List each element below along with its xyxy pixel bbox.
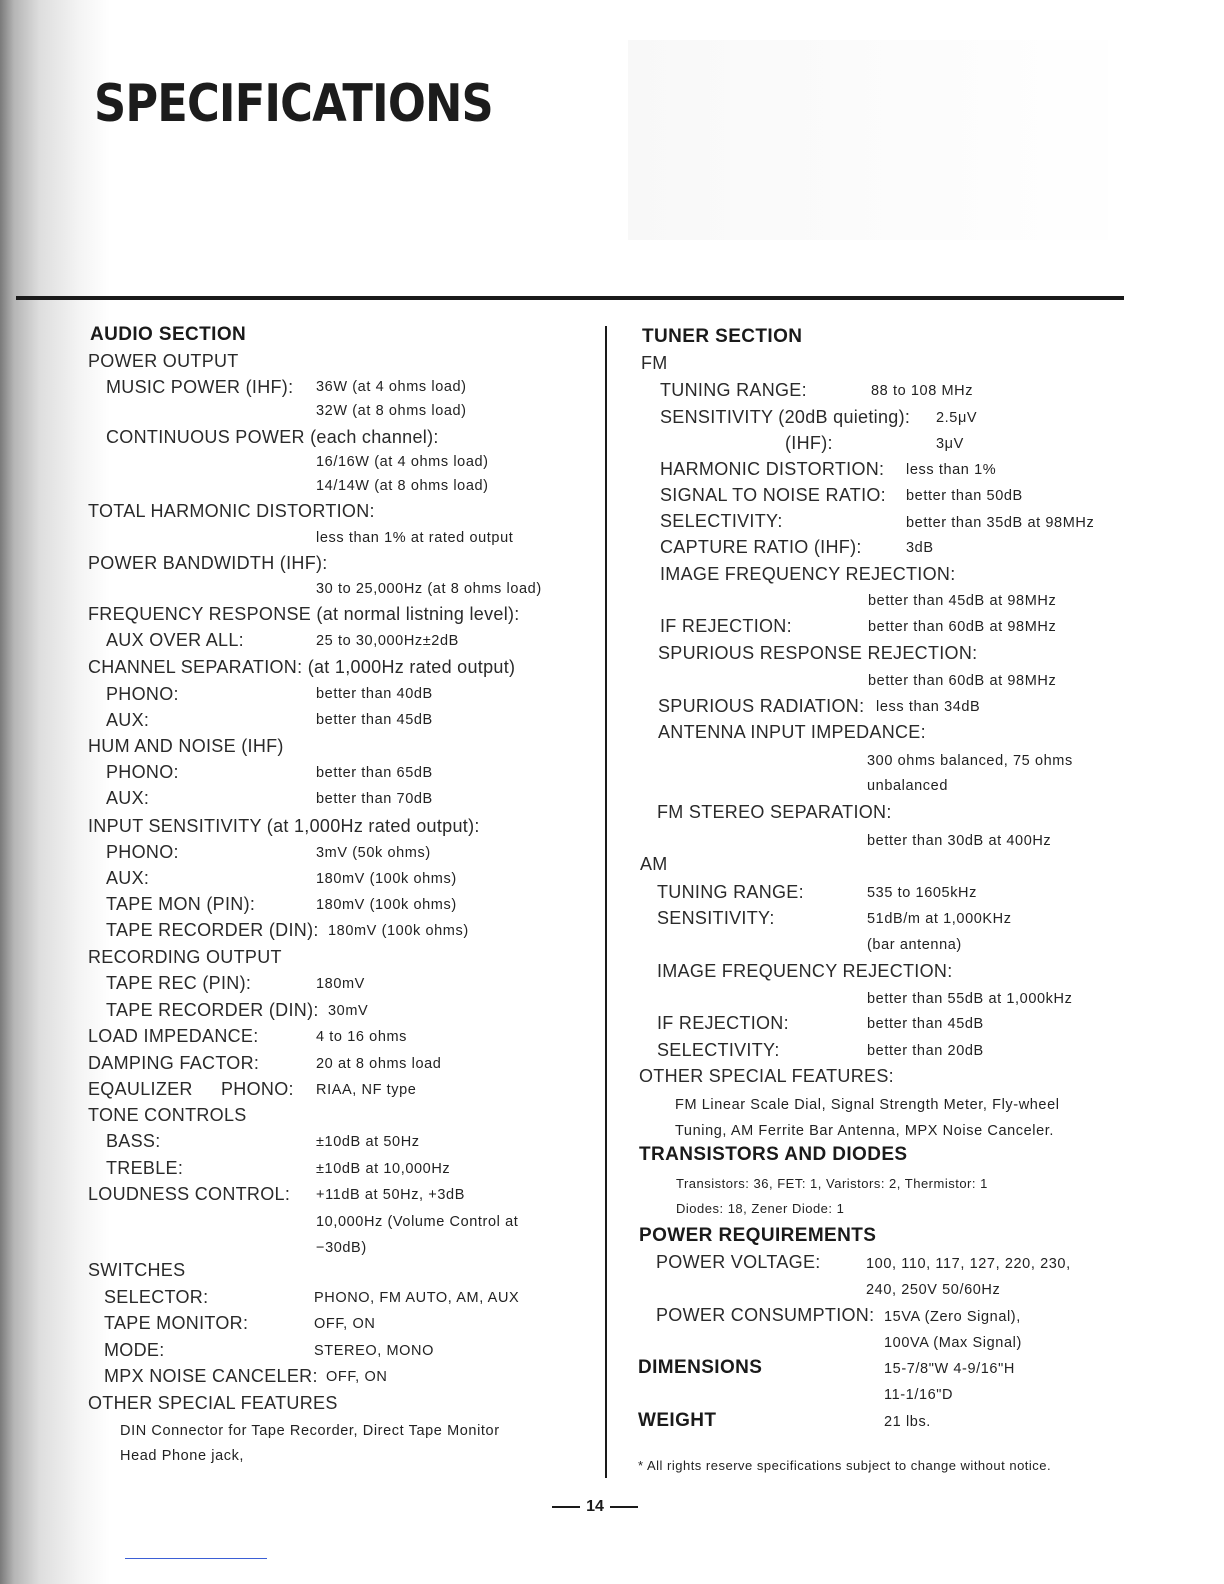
thd-label: TOTAL HARMONIC DISTORTION: (88, 501, 375, 521)
fm-harmonic-distortion-value: less than 1% (906, 462, 997, 478)
fm-tuning-range-value: 88 to 108 MHz (871, 383, 974, 399)
power-bandwidth-value: 30 to 25,000Hz (at 8 ohms load) (316, 581, 542, 597)
am-image-rejection-value: better than 55dB at 1,000kHz (867, 991, 1073, 1007)
scan-artifact-line (125, 1558, 267, 1559)
fm-selectivity-label: SELECTIVITY: (660, 511, 783, 531)
fm-snr-label: SIGNAL TO NOISE RATIO: (660, 485, 886, 505)
input-aux-value: 180mV (100k ohms) (316, 871, 457, 887)
tuner-other-features-text: Tuning, AM Ferrite Bar Antenna, MPX Noise Canceler. (675, 1123, 1055, 1139)
fm-selectivity-value: better than 35dB at 98MHz (906, 515, 1095, 531)
audio-section-heading: AUDIO SECTION (90, 324, 247, 345)
bass-value: ±10dB at 50Hz (316, 1134, 420, 1150)
tape-recorder-din-value: 30mV (328, 1003, 369, 1019)
hum-aux-label: AUX: (106, 788, 150, 808)
input-phono-label: PHONO: (106, 842, 179, 862)
am-sensitivity-label: SENSITIVITY: (657, 908, 775, 928)
fm-antenna-impedance-label: ANTENNA INPUT IMPEDANCE: (658, 722, 926, 742)
separation-phono-label: PHONO: (106, 684, 179, 704)
music-power-value: 32W (at 8 ohms load) (316, 403, 467, 419)
music-power-value: 36W (at 4 ohms load) (316, 379, 467, 395)
input-tape-recorder-value: 180mV (100k ohms) (328, 923, 469, 939)
music-power-label: MUSIC POWER (IHF): (106, 377, 294, 397)
fm-snr-value: better than 50dB (906, 488, 1023, 504)
load-impedance-value: 4 to 16 ohms (316, 1029, 408, 1045)
power-consumption-label: POWER CONSUMPTION: (656, 1305, 875, 1325)
input-sensitivity-label: INPUT SENSITIVITY (at 1,000Hz rated output): (88, 816, 480, 836)
fm-sensitivity-label: SENSITIVITY (20dB quieting): (660, 407, 911, 427)
separation-aux-value: better than 45dB (316, 712, 433, 728)
audio-other-features-text: DIN Connector for Tape Recorder, Direct Tape Monitor (120, 1423, 500, 1439)
hum-phono-label: PHONO: (106, 762, 179, 782)
fm-if-rejection-label: IF REJECTION: (660, 616, 792, 636)
fm-antenna-impedance-value: unbalanced (867, 778, 948, 794)
recording-output-label: RECORDING OUTPUT (88, 947, 282, 967)
audio-other-features-label: OTHER SPECIAL FEATURES (88, 1393, 338, 1413)
am-if-rejection-value: better than 45dB (867, 1016, 984, 1032)
dimensions-heading: DIMENSIONS (638, 1357, 763, 1378)
damping-factor-label: DAMPING FACTOR: (88, 1053, 260, 1073)
fm-stereo-separation-value: better than 30dB at 400Hz (867, 833, 1052, 849)
tape-rec-pin-value: 180mV (316, 976, 365, 992)
fm-sensitivity-ihf-label: (IHF): (785, 433, 833, 453)
fm-spurious-rejection-value: better than 60dB at 98MHz (868, 673, 1057, 689)
am-label: AM (640, 854, 668, 874)
selector-label: SELECTOR: (104, 1287, 209, 1307)
load-impedance-label: LOAD IMPEDANCE: (88, 1026, 259, 1046)
equalizer-value: RIAA, NF type (316, 1082, 417, 1098)
continuous-power-label: CONTINUOUS POWER (each channel): (106, 427, 439, 447)
fm-image-rejection-label: IMAGE FREQUENCY REJECTION: (660, 564, 956, 584)
weight-value: 21 lbs. (884, 1414, 931, 1430)
mode-value: STEREO, MONO (314, 1343, 434, 1359)
bass-label: BASS: (106, 1131, 161, 1151)
am-sensitivity-value: 51dB/m at 1,000KHz (867, 911, 1012, 927)
page-number (540, 1496, 650, 1518)
fm-capture-ratio-label: CAPTURE RATIO (IHF): (660, 537, 862, 557)
switches-label: SWITCHES (88, 1260, 186, 1280)
tone-controls-label: TONE CONTROLS (88, 1105, 247, 1125)
fm-antenna-impedance-value: 300 ohms balanced, 75 ohms (867, 753, 1073, 769)
weight-heading: WEIGHT (638, 1410, 717, 1431)
tape-monitor-label: TAPE MONITOR: (104, 1313, 249, 1333)
tape-rec-pin-label: TAPE REC (PIN): (106, 973, 252, 993)
fm-spurious-radiation-label: SPURIOUS RADIATION: (658, 696, 865, 716)
input-phono-value: 3mV (50k ohms) (316, 845, 431, 861)
treble-label: TREBLE: (106, 1158, 184, 1178)
loudness-control-value: −30dB) (316, 1240, 367, 1256)
separation-phono-value: better than 40dB (316, 686, 433, 702)
dimensions-value: 15-7/8"W 4-9/16"H (884, 1361, 1015, 1377)
input-tape-recorder-label: TAPE RECORDER (DIN): (106, 920, 319, 940)
tuner-other-features-text: FM Linear Scale Dial, Signal Strength Meter, Fly-wheel (675, 1097, 1060, 1113)
am-selectivity-label: SELECTIVITY: (657, 1040, 780, 1060)
continuous-power-value: 16/16W (at 4 ohms load) (316, 454, 489, 470)
power-requirements-heading: POWER REQUIREMENTS (639, 1225, 877, 1246)
loudness-control-label: LOUDNESS CONTROL: (88, 1184, 291, 1204)
power-voltage-value: 100, 110, 117, 127, 220, 230, (866, 1256, 1071, 1272)
header-rule (16, 296, 1124, 300)
footnote: * All rights reserve specifications subject to change without notice. (638, 1458, 1052, 1473)
am-selectivity-value: better than 20dB (867, 1043, 984, 1059)
fm-image-rejection-value: better than 45dB at 98MHz (868, 593, 1057, 609)
transistors-diodes-heading: TRANSISTORS AND DIODES (639, 1144, 908, 1165)
mpx-noise-canceler-value: OFF, ON (326, 1369, 388, 1385)
equalizer-label: EQAULIZER (88, 1079, 193, 1099)
column-divider (605, 326, 607, 1478)
transistors-text: Transistors: 36, FET: 1, Varistors: 2, Thermistor: 1 (676, 1176, 988, 1191)
bleed-through-shadow (628, 40, 1108, 240)
fm-spurious-rejection-label: SPURIOUS RESPONSE REJECTION: (658, 643, 978, 663)
fm-capture-ratio-value: 3dB (906, 540, 934, 556)
am-tuning-range-label: TUNING RANGE: (657, 882, 804, 902)
fm-label: FM (641, 353, 668, 373)
channel-separation-label: CHANNEL SEPARATION: (at 1,000Hz rated output) (88, 657, 516, 677)
fm-spurious-radiation-value: less than 34dB (876, 699, 981, 715)
hum-noise-label: HUM AND NOISE (IHF) (88, 736, 284, 756)
mpx-noise-canceler-label: MPX NOISE CANCELER: (104, 1366, 318, 1386)
mode-label: MODE: (104, 1340, 165, 1360)
hum-phono-value: better than 65dB (316, 765, 433, 781)
diodes-text: Diodes: 18, Zener Diode: 1 (676, 1201, 845, 1216)
continuous-power-value: 14/14W (at 8 ohms load) (316, 478, 489, 494)
input-aux-label: AUX: (106, 868, 150, 888)
hum-aux-value: better than 70dB (316, 791, 433, 807)
aux-over-all-label: AUX OVER ALL: (106, 630, 244, 650)
page-title: SPECIFICATIONS (94, 74, 493, 134)
am-tuning-range-value: 535 to 1605kHz (867, 885, 977, 901)
audio-other-features-text: Head Phone jack, (120, 1448, 245, 1464)
am-if-rejection-label: IF REJECTION: (657, 1013, 789, 1033)
tape-recorder-din-label: TAPE RECORDER (DIN): (106, 1000, 319, 1020)
tape-monitor-value: OFF, ON (314, 1316, 376, 1332)
power-voltage-label: POWER VOLTAGE: (656, 1252, 821, 1272)
input-tape-mon-value: 180mV (100k ohms) (316, 897, 457, 913)
fm-if-rejection-value: better than 60dB at 98MHz (868, 619, 1057, 635)
fm-sensitivity-value: 2.5μV (936, 410, 978, 426)
power-consumption-value: 15VA (Zero Signal), (884, 1309, 1021, 1325)
thd-value: less than 1% at rated output (316, 530, 514, 546)
page-number-dash (552, 1506, 580, 1508)
fm-harmonic-distortion-label: HARMONIC DISTORTION: (660, 459, 885, 479)
am-image-rejection-label: IMAGE FREQUENCY REJECTION: (657, 961, 953, 981)
tuner-other-features-label: OTHER SPECIAL FEATURES: (639, 1066, 894, 1086)
separation-aux-label: AUX: (106, 710, 150, 730)
input-tape-mon-label: TAPE MON (PIN): (106, 894, 256, 914)
power-output-label: POWER OUTPUT (88, 351, 239, 371)
page-number-text: 14 (586, 1498, 604, 1515)
binding-gutter-shadow (0, 0, 110, 1584)
am-sensitivity-value: (bar antenna) (867, 937, 962, 953)
loudness-control-value: +11dB at 50Hz, +3dB (316, 1187, 465, 1203)
power-consumption-value: 100VA (Max Signal) (884, 1335, 1022, 1351)
frequency-response-label: FREQUENCY RESPONSE (at normal listning level): (88, 604, 520, 624)
aux-over-all-value: 25 to 30,000Hz±2dB (316, 633, 459, 649)
page-number-dash (610, 1506, 638, 1508)
treble-value: ±10dB at 10,000Hz (316, 1161, 451, 1177)
power-voltage-value: 240, 250V 50/60Hz (866, 1282, 1001, 1298)
fm-stereo-separation-label: FM STEREO SEPARATION: (657, 802, 892, 822)
damping-factor-value: 20 at 8 ohms load (316, 1056, 442, 1072)
fm-sensitivity-ihf-value: 3μV (936, 436, 964, 452)
tuner-section-heading: TUNER SECTION (642, 326, 803, 347)
loudness-control-value: 10,000Hz (Volume Control at (316, 1214, 519, 1230)
selector-value: PHONO, FM AUTO, AM, AUX (314, 1290, 520, 1306)
dimensions-value: 11-1/16"D (884, 1387, 954, 1403)
power-bandwidth-label: POWER BANDWIDTH (IHF): (88, 553, 328, 573)
equalizer-phono-label: PHONO: (221, 1079, 294, 1099)
fm-tuning-range-label: TUNING RANGE: (660, 380, 807, 400)
